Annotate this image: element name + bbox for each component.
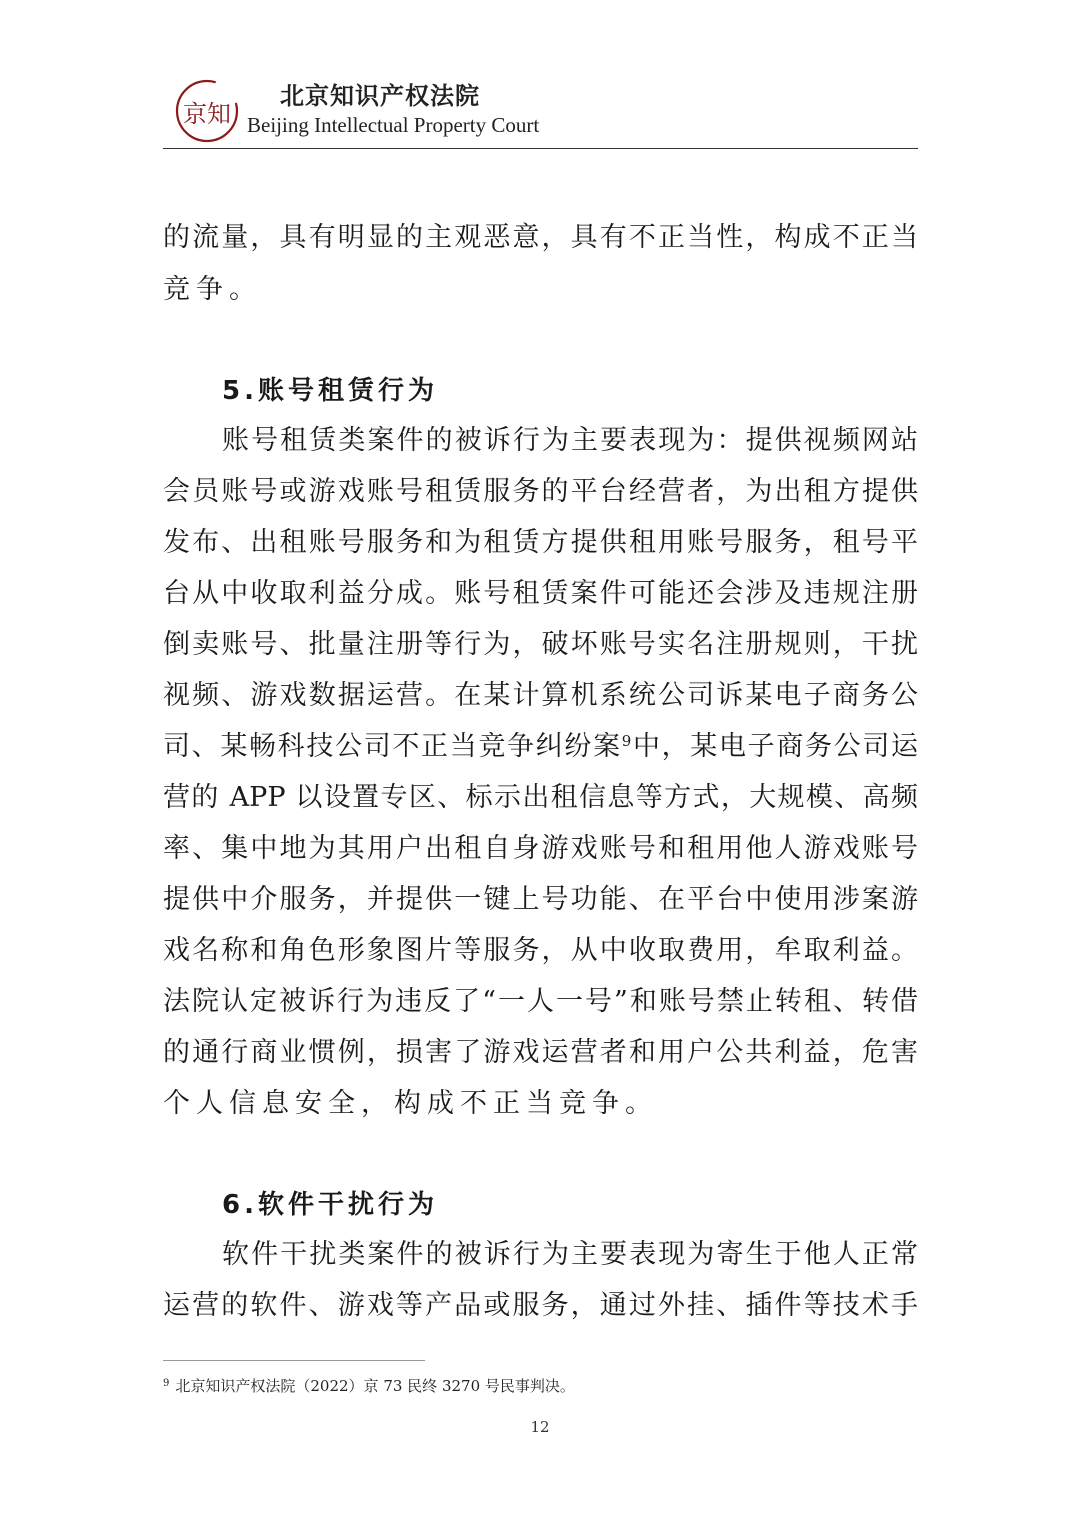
- body-line: 营的 APP 以设置专区、标示出租信息等方式，大规模、高频: [163, 782, 918, 813]
- body-line: 率、集中地为其用户出租自身游戏账号和租用他人游戏账号: [163, 833, 918, 864]
- body-line: 倒卖账号、批量注册等行为，破坏账号实名注册规则，干扰: [163, 629, 918, 660]
- body-line: 运营的软件、游戏等产品或服务，通过外挂、插件等技术手: [163, 1290, 918, 1321]
- footnote-text: 北京知识产权法院（2022）京 73 民终 3270 号民事判决。: [175, 1377, 575, 1395]
- footnote-mark: 9: [163, 1378, 170, 1389]
- body-line: 账号租赁类案件的被诉行为主要表现为：提供视频网站: [222, 425, 918, 456]
- section-heading-5: 5.账号租赁行为: [222, 376, 438, 406]
- page-header: [163, 70, 918, 150]
- body-line: 会员账号或游戏账号租赁服务的平台经营者，为出租方提供: [163, 476, 918, 507]
- court-name-cn: 北京知识产权法院: [280, 82, 480, 110]
- body-line: 软件干扰类案件的被诉行为主要表现为寄生于他人正常: [222, 1239, 918, 1270]
- body-line: 的流量，具有明显的主观恶意，具有不正当性，构成不正当: [163, 222, 918, 253]
- body-line: 的通行商业惯例，损害了游戏运营者和用户公共利益，危害: [163, 1037, 918, 1068]
- header-divider: [163, 148, 918, 149]
- svg-text:京知: 京知: [183, 100, 231, 128]
- section-heading-6: 6.软件干扰行为: [222, 1190, 438, 1220]
- body-line: 台从中收取利益分成。账号租赁案件可能还会涉及违规注册: [163, 578, 918, 609]
- court-name-en: Beijing Intellectual Property Court: [247, 113, 540, 137]
- court-logo-icon: [171, 78, 243, 144]
- footnote: [163, 1373, 575, 1397]
- body-line: [163, 727, 918, 767]
- page-number: 12: [530, 1418, 550, 1436]
- body-line: 竞争。: [163, 274, 262, 305]
- body-line: 法院认定被诉行为违反了“一人一号”和账号禁止转租、转借: [163, 986, 918, 1017]
- body-line: 视频、游戏数据运营。在某计算机系统公司诉某电子商务公: [163, 680, 918, 711]
- footnote-reference[interactable]: 9: [621, 732, 632, 750]
- body-line: 戏名称和角色形象图片等服务，从中收取费用，牟取利益。: [163, 935, 918, 966]
- body-line: 发布、出租账号服务和为租赁方提供租用账号服务，租号平: [163, 527, 918, 558]
- body-text: 司、某畅科技公司不正当竞争纠纷案: [163, 731, 622, 762]
- body-line: 提供中介服务，并提供一键上号功能、在平台中使用涉案游: [163, 884, 918, 915]
- footnote-divider: [163, 1360, 425, 1361]
- body-text: 中，某电子商务公司运: [631, 731, 919, 762]
- body-line: 个人信息安全，构成不正当竞争。: [163, 1088, 658, 1119]
